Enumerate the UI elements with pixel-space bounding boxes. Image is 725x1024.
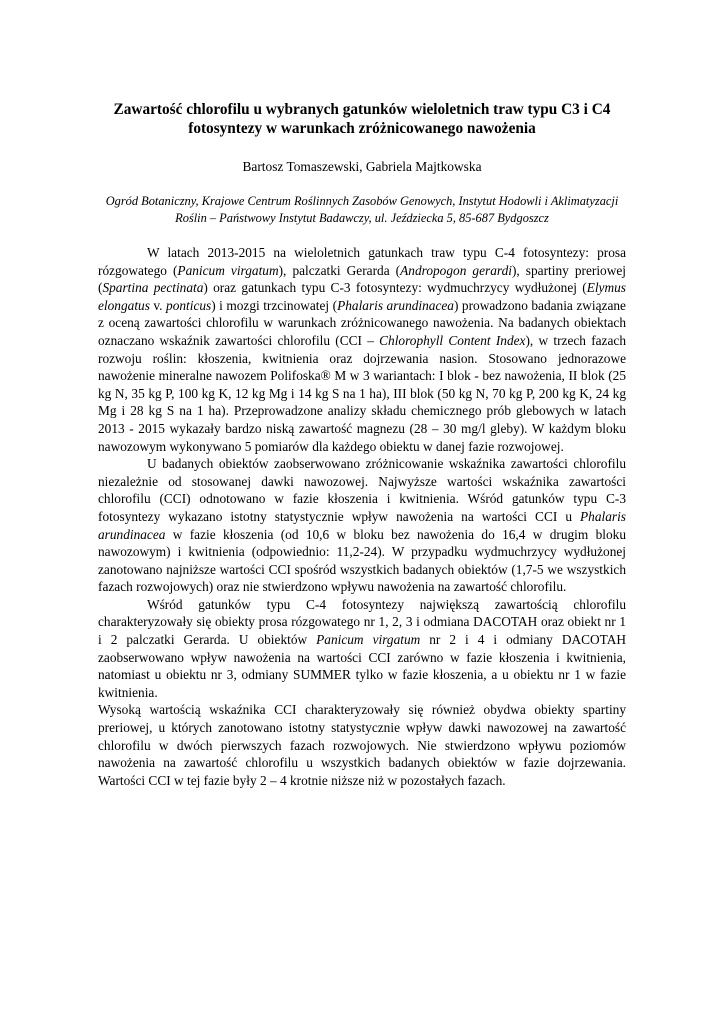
p1-text: ) i mozgi trzcinowatej ( bbox=[211, 297, 338, 313]
p2-text: w fazie kłoszenia (od 10,6 w bloku bez nawożenia do 16,4 w drugim bloku nawozowym) i kwitnienia (odpowiednio: 11,2-24). W przypadku wydmuchrzycy wydłużonej zanotowano najniższe wartości CCI spośród wszystkich badanych obiektów (1,7-5 we wszystkich fazach rozwojowych) oraz nie stwierdzono wpływu nawożenia na zawartość chlorofilu. bbox=[98, 526, 626, 595]
document-content bbox=[98, 100, 626, 789]
p1-species: Panicum virgatum bbox=[177, 262, 279, 278]
paragraph-4 bbox=[98, 701, 626, 789]
p1-text: ), palczatki Gerarda ( bbox=[278, 262, 401, 278]
paragraph-1 bbox=[98, 244, 626, 455]
p1-text: ) prowadzono badania związane z oceną zawartości chlorofilu w warunkach zróżnicowanego nawożenia. Na badanych obiektach oznaczano wskaźnik zawartości chlorofilu (CCI – bbox=[98, 297, 626, 348]
p3-text: Wśród gatunków typu C-4 fotosyntezy największą zawartością chlorofilu charakteryzowały się obiekty prosa rózgowatego nr 1, 2, 3 i odmiana DACOTAH oraz obiekt nr 1 i 2 palczatki Gerarda. U obiektów bbox=[98, 596, 626, 648]
title-line-2: fotosyntezy w warunkach zróżnicowanego nawożenia bbox=[188, 120, 536, 137]
p2-text: U badanych obiektów zaobserwowano zróżnicowanie wskaźnika zawartości chlorofilu niezależnie od stosowanej dawki nawozowej. Najwyższe wartości wskaźnika zawartości chlorofilu (CCI) odnotowano w fazie kłoszenia i kwitnienia. Wśród gatunków typu C-3 fotosyntezy wykazano istotny statystycznie wpływ nawożenia na wartości CCI u bbox=[98, 456, 626, 524]
p1-species: ponticus bbox=[166, 297, 212, 313]
p1-species: Phalaris arundinacea bbox=[337, 297, 454, 313]
p3-species: Panicum virgatum bbox=[316, 632, 421, 648]
p3-text: nr 2 i 4 i odmiany DACOTAH zaobserwowano wpływ nawożenia na wartości CCI zarówno w fazie kłoszenia i kwitnienia, natomiast u obiektu nr 3, odmiany SUMMER tylko w fazie kłoszenia, a u obiektu nr 1 w fazie kwitnienia. bbox=[98, 632, 626, 700]
p1-text: W latach 2013-2015 na wieloletnich gatunkach traw typu C-4 fotosyntezy: prosa rózgowatego ( bbox=[98, 245, 626, 278]
affiliation-line-1: Ogród Botaniczny, Krajowe Centrum Roślinnych Zasobów Genowych, Instytut Hodowli i Aklimatyzacji bbox=[105, 194, 619, 208]
p1-text: ) oraz gatunkach typu C-3 fotosyntezy: wydmuchrzycy wydłużonej ( bbox=[203, 280, 587, 296]
p1-species: Spartina pectinata bbox=[102, 280, 204, 296]
p1-text: ), w trzech fazach rozwoju roślin: kłoszenia, kwitnienia oraz dojrzewania nasion. Stosowano jednorazowe nawożenie mineralne nawozem Polifoska® M w 3 wariantach: I blok - bez nawożenia, II blok (25 kg N, 35 kg P, 100 kg K, 12 kg Mg i 14 kg S na 1 ha), III blok (50 kg N, 70 kg P, 200 kg K, 24 kg Mg i 28 kg S na 1 ha). Przeprowadzone analizy składu chemicznego prób glebowych w latach 2013 - 2015 wykazały bardzo niską zawartość magnezu (28 – 30 mg/l gleby). W każdym bloku nawozowym wykonywano 5 pomiarów dla każdego obiektu w danej fazie rozwojowej. bbox=[98, 332, 626, 454]
abstract-body bbox=[98, 244, 626, 789]
paragraph-2 bbox=[98, 455, 626, 596]
title-line-1: Zawartość chlorofilu u wybranych gatunków wieloletnich traw typu C3 i C4 bbox=[113, 101, 611, 118]
p1-text: ), spartiny preriowej ( bbox=[98, 262, 626, 296]
authors: Bartosz Tomaszewski, Gabriela Majtkowska bbox=[242, 159, 482, 174]
p4-text: Wysoką wartością wskaźnika CCI charakteryzowały się również obydwa obiekty spartiny preriowej, u których zanotowano istotny statystycznie wpływ dawki nawozowej na zawartość chlorofilu w dwóch pierwszych fazach rozwojowych. Nie stwierdzono wpływu poziomów nawożenia na zawartość chlorofilu u wszystkich badanych obiektów w fazie dojrzewania. Wartości CCI w tej fazie były 2 – 4 krotnie niższe niż w pozostałych fazach. bbox=[98, 702, 626, 788]
affiliation bbox=[98, 193, 626, 226]
p1-text: v. bbox=[149, 297, 167, 313]
paragraph-3 bbox=[98, 596, 626, 702]
affiliation-line-2: Roślin – Państwowy Instytut Badawczy, ul. Jeździecka 5, 85-687 Bydgoszcz bbox=[175, 210, 549, 225]
p1-species: Andropogon gerardi bbox=[400, 262, 512, 278]
p2-species: Phalaris arundinacea bbox=[98, 508, 626, 542]
p1-term: Chlorophyll Content Index bbox=[379, 332, 526, 348]
document-title bbox=[98, 100, 626, 138]
p1-species: Elymus elongatus bbox=[98, 280, 626, 313]
